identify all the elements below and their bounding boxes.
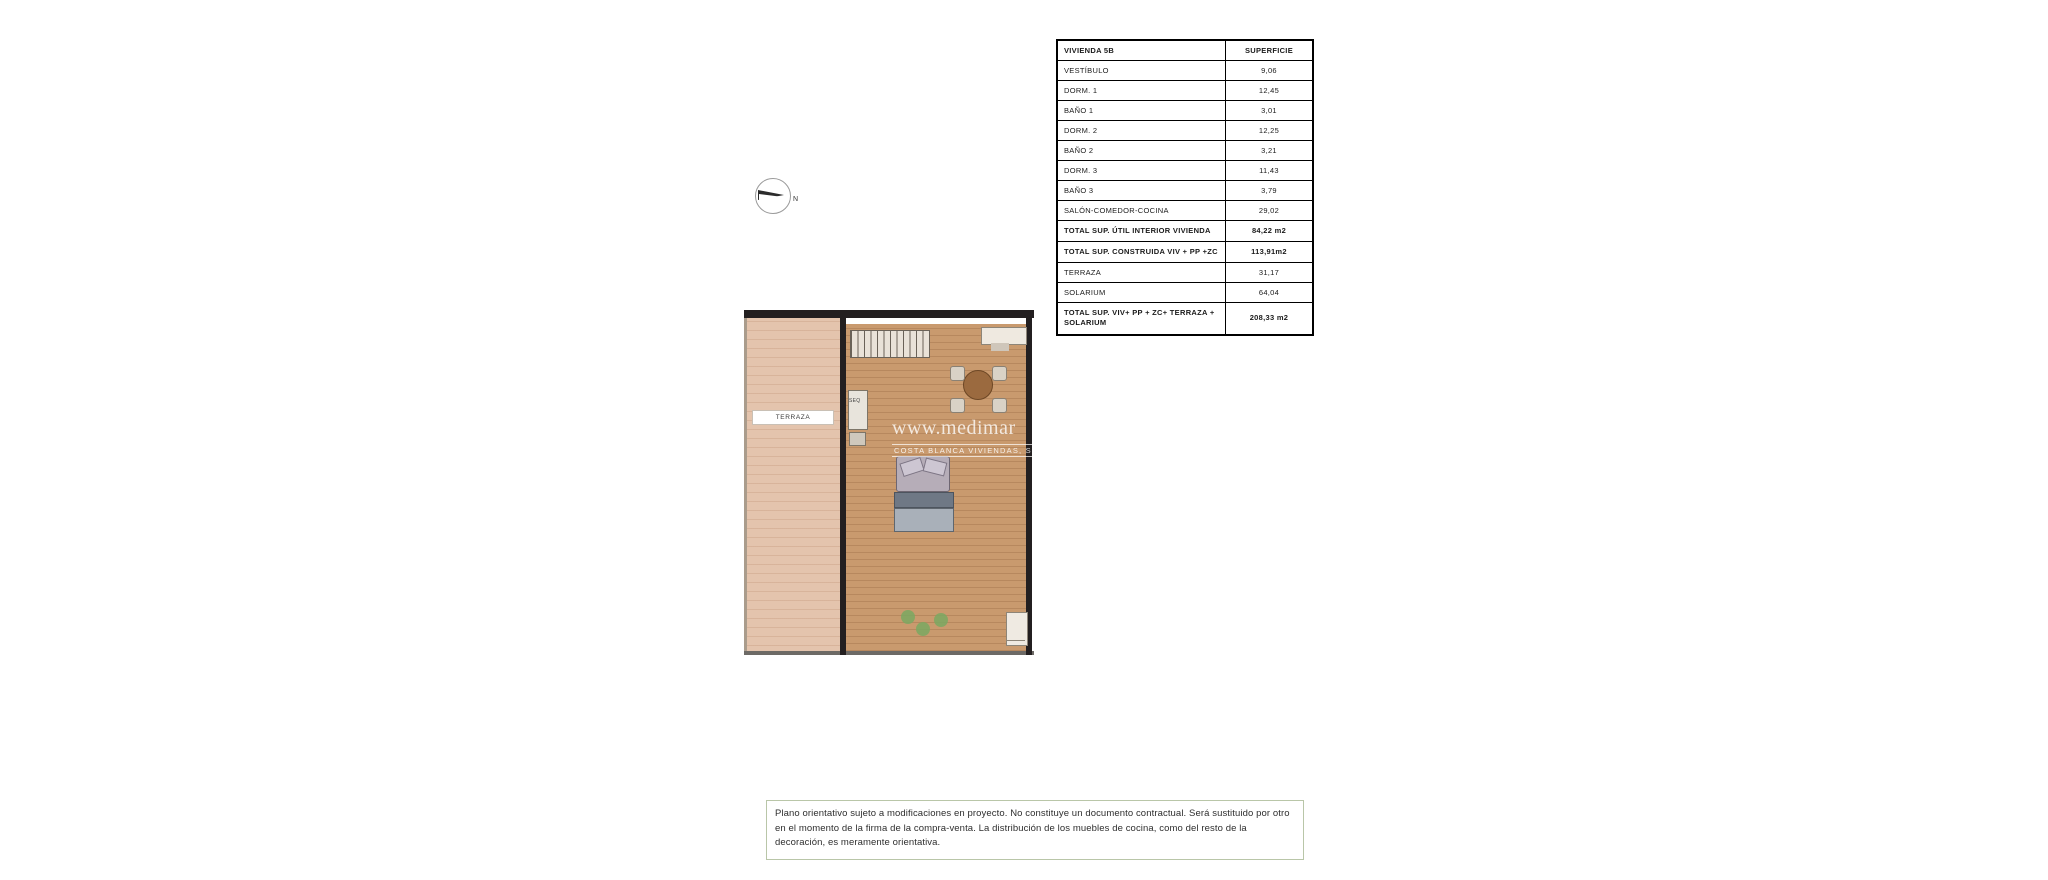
watermark-sub-text: COSTA BLANCA VIVIENDAS, S.L [894,446,1041,455]
row-value: 11,43 [1226,161,1313,181]
surface-table-body [1058,41,1313,335]
row-name: TOTAL SUP. ÚTIL INTERIOR VIVIENDA [1058,221,1226,242]
wall-top [744,310,1034,318]
row-value: 3,21 [1226,141,1313,161]
table-row-total [1058,221,1313,242]
row-name: DORM. 1 [1058,81,1226,101]
stairs [850,330,930,358]
table-row [1058,181,1313,201]
compass [755,178,803,218]
disclaimer-box [766,800,1304,860]
row-value: 12,25 [1226,121,1313,141]
row-value: 31,17 [1226,263,1313,283]
dining-chair [950,366,965,381]
table-row [1058,141,1313,161]
compass-needle-highlight-icon [759,194,783,200]
row-value: 84,22 m2 [1226,221,1313,242]
plant-icon [934,613,948,627]
row-name: DORM. 2 [1058,121,1226,141]
terrace-area [744,318,840,655]
dining-chair [992,398,1007,413]
row-value: 3,01 [1226,101,1313,121]
row-name: BAÑO 1 [1058,101,1226,121]
row-name: SALÓN-COMEDOR-COCINA [1058,201,1226,221]
row-name: TOTAL SUP. CONSTRUIDA VIV + PP +ZC [1058,242,1226,263]
table-row [1058,101,1313,121]
terrace-label: TERRAZA [752,410,834,425]
table-row-total [1058,303,1313,334]
table-row [1058,121,1313,141]
compass-north-label: N [793,196,799,203]
table-row [1058,61,1313,81]
table-header-name: VIVIENDA 5B [1058,41,1226,61]
row-name: DORM. 3 [1058,161,1226,181]
dining-chair [950,398,965,413]
surface-table [1056,39,1314,336]
table-row [1058,81,1313,101]
wall-left [744,318,747,655]
plant-icon [916,622,930,636]
surface-table-grid [1057,40,1313,335]
table-row [1058,283,1313,303]
kitchen-counter [848,390,868,430]
row-value: 29,02 [1226,201,1313,221]
row-name: TOTAL SUP. VIV+ PP + ZC+ TERRAZA + SOLARIUM [1058,303,1226,334]
table-header-value: SUPERFICIE [1226,41,1313,61]
utility-unit-divider [1007,640,1025,641]
rug [894,492,954,508]
wall-interior-left [840,318,846,655]
row-name: BAÑO 3 [1058,181,1226,201]
table-row [1058,161,1313,181]
dining-chair [992,366,1007,381]
table-row [1058,263,1313,283]
row-value: 9,06 [1226,61,1313,81]
floor-plan [744,310,1041,655]
kitchen-label: SEQ [849,398,861,404]
row-value: 12,45 [1226,81,1313,101]
low-table [894,508,954,532]
watermark-main-text: www.medimar [892,417,1016,439]
row-name: BAÑO 2 [1058,141,1226,161]
kitchen-appliance [849,432,866,446]
dining-table [963,370,993,400]
row-value: 113,91m2 [1226,242,1313,263]
row-value: 208,33 m2 [1226,303,1313,334]
row-name: VESTÍBULO [1058,61,1226,81]
row-value: 64,04 [1226,283,1313,303]
table-row [1058,201,1313,221]
rooftop-unit-secondary [991,343,1009,351]
row-value: 3,79 [1226,181,1313,201]
wall-bottom [744,651,1034,655]
table-row-total [1058,242,1313,263]
disclaimer-text: Plano orientativo sujeto a modificaciones en proyecto. No constituye un documento contractual. Será sustituido por otro en el momento de la firma de la compra-venta. La distribución de los muebles de cocina, como del resto de la decoración, es meramente orientativa. [775,808,1290,848]
row-name: TERRAZA [1058,263,1226,283]
plant-icon [901,610,915,624]
wall-interior-right [1026,318,1032,655]
table-header-row [1058,41,1313,61]
row-name: SOLARIUM [1058,283,1226,303]
